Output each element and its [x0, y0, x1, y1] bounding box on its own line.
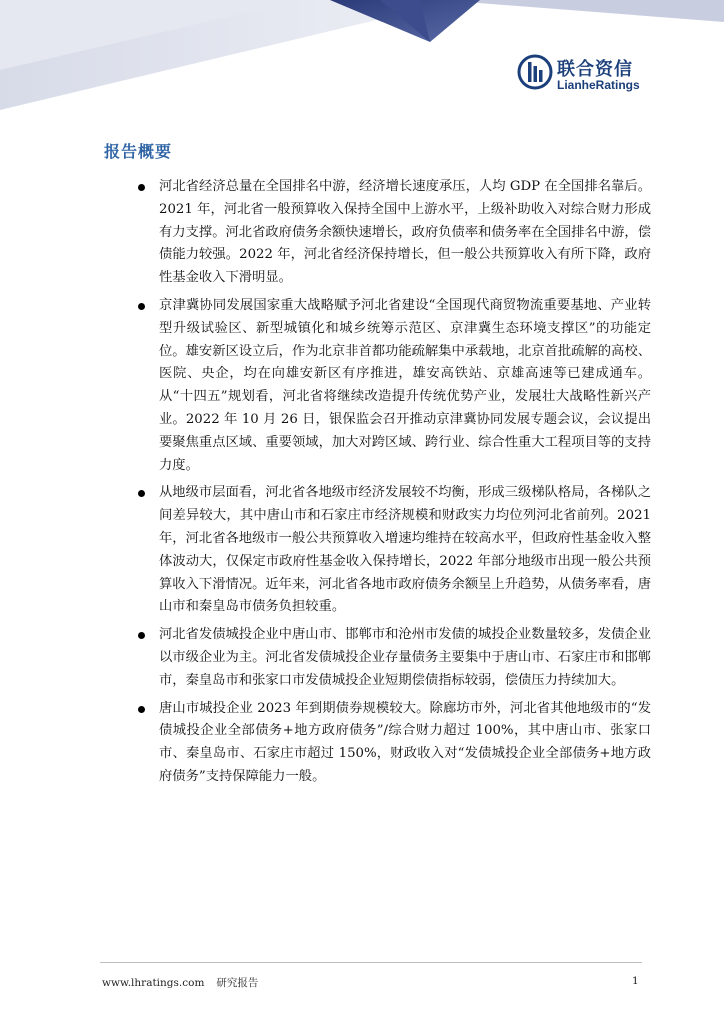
bullet-dot-icon — [138, 303, 145, 310]
bullet-item — [121, 176, 651, 290]
page-number: 1 — [632, 975, 639, 987]
bullet-item — [121, 482, 651, 619]
bullet-text: 唐山市城投企业 2023 年到期债券规模较大。除廊坊市外，河北省其他地级市的“发债城投企业全部债务+地方政府债务”/综合财力超过 100%，其中唐山市、张家口市、秦皇岛市、石家庄市超过 150%，财政收入对“发债城投企业全部债务+地方政府债务”支持保障能力一般。 — [159, 700, 651, 784]
bullet-dot-icon — [138, 184, 145, 191]
bullet-text: 京津冀协同发展国家重大战略赋予河北省建设“全国现代商贸物流重要基地、产业转型升级试验区、新型城镇化和城乡统筹示范区、京津冀生态环境支撑区”的功能定位。雄安新区设立后，作为北京非首都功能疏解集中承载地，北京首批疏解的高校、医院、央企，均在向雄安新区有序推进，雄安高铁站、京雄高速等已建成通车。从“十四五”规划看，河北省将继续改造提升传统优势产业，发展壮大战略性新兴产业。2022 年 10 月 26 日，银保监会召开推动京津冀协同发展专题会议，会议提出要聚焦重点区域、重要领域，加大对跨区域、跨行业、综合性重大工程项目等的支持力度。 — [159, 297, 651, 473]
logo-english-name: LianheRatings — [557, 78, 640, 92]
bullet-text: 河北省发债城投企业中唐山市、邯郸市和沧州市发债的城投企业数量较多，发债企业以市级企业为主。河北省发债城投企业存量债务主要集中于唐山市、石家庄市和邯郸市，秦皇岛市和张家口市发债城投企业短期偿债指标较弱，偿债压力持续加大。 — [159, 627, 651, 688]
section-title: 报告概要 — [104, 142, 173, 161]
bullet-dot-icon — [138, 632, 145, 639]
bullet-dot-icon — [138, 490, 145, 497]
logo-chinese-name: 联合资信 — [557, 59, 633, 80]
bullet-item — [121, 698, 651, 789]
bullet-dot-icon — [138, 706, 145, 713]
bullet-text: 从地级市层面看，河北省各地级市经济发展较不均衡，形成三级梯队格局，各梯队之间差异较大，其中唐山市和石家庄市经济规模和财政实力均位列河北省前列。2021 年，河北省各地级市一般公共预算收入增速均维持在较高水平，但政府性基金收入整体波动大，仅保定市政府性基金收入保持增长，2022 年部分地级市出现一般公共预算收入下滑情况。近年来，河北省各地市政府债务余额呈上升趋势，从债务率看，唐山市和秦皇岛市债务负担较重。 — [159, 485, 651, 615]
bullet-text: 河北省经济总量在全国排名中游，经济增长速度承压，人均 GDP 在全国排名靠后。2021 年，河北省一般预算收入保持全国中上游水平，上级补助收入对综合财力形成有力支撑。河北省政府债务余额快速增长，政府负债率和债务率在全国排名中游，偿债能力较强。2022 年，河北省经济保持增长，但一般公共预算收入有所下降，政府性基金收入下滑明显。 — [159, 179, 651, 286]
footer-website-link[interactable]: www.lhratings.com — [102, 977, 205, 989]
footer-info — [102, 975, 258, 990]
footer-doc-type: 研究报告 — [216, 977, 259, 989]
lianhe-logo-icon — [517, 54, 553, 90]
lianhe-ratings-logo — [517, 52, 647, 96]
summary-bullet-list — [121, 176, 651, 794]
bullet-item — [121, 624, 651, 692]
bullet-item — [121, 295, 651, 477]
footer-divider — [100, 962, 642, 963]
